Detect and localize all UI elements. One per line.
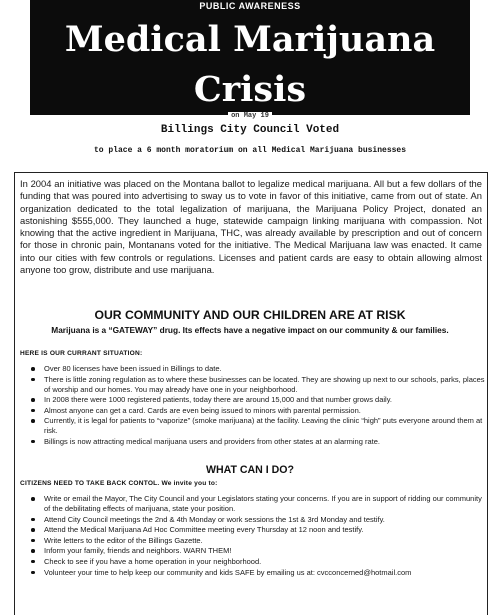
page-title-line-2: Crisis (193, 69, 307, 110)
list-item (20, 525, 486, 535)
list-item-text: Check to see if you have a home operation in your neighborhood. (44, 556, 262, 566)
list-item (20, 395, 486, 405)
page-title-line-1: Medical Marijuana (64, 19, 436, 60)
list-item (20, 568, 486, 578)
list-item-text: Almost anyone can get a card. Cards are even being issued to minors with parental permission. (44, 405, 361, 415)
list-item-text: Currently, it is legal for patients to “vaporize” (smoke marijuana) at the facility. Leaving the clinic “high” puts everyone around them at risk. (44, 416, 483, 436)
bullet-icon (31, 497, 35, 501)
bullet-icon (31, 367, 35, 371)
headline: Billings City Council Voted (160, 124, 340, 136)
title-banner (30, 0, 470, 115)
list-item-text: There is little zoning regulation as to where these businesses can be located. They are showing up next to our schools, parks, places of worship and our homes. You may already have one in your neighborhood. (44, 374, 485, 394)
list-item (20, 494, 486, 514)
bullet-icon (31, 528, 35, 532)
citizens-heading: CITIZENS NEED TO TAKE BACK CONTOL. We invite you to: (20, 480, 218, 487)
list-item (20, 406, 486, 416)
bullet-icon (31, 398, 35, 402)
citizens-list (20, 494, 486, 578)
list-item (20, 364, 486, 374)
list-item-text: Inform your family, friends and neighbors. WARN THEM! (44, 546, 232, 556)
public-awareness-label: PUBLIC AWARENESS (199, 1, 301, 11)
bullet-icon (31, 440, 35, 444)
bullet-icon (31, 539, 35, 543)
list-item-text: Billings is now attracting medical marijuana users and providers from other states at an alarming rate. (44, 436, 380, 446)
intro-paragraph: In 2004 an initiative was placed on the Montana ballot to legalize medical marijuana. All but a few dollars of the funding that was poured into advertising to sway us to vote in favor of this initiative, came from out of state. An organization dedicated to the total legalization of marijuana, the Marijuana Policy Project, donated an astonishing $555,000. They launched a huge, statewide campaign linking marijuana with compassion. Not knowing that the active ingredient in Marijuana, THC, was already available by prescription and out of concern for those in chronic pain, Montanans voted for the initiative. The Medical Marijuana law was enacted. It came into our cities with few controls or regulations. Licenses and patient cards are easy to obtain allowing almost anyone too grow, distribute and use marijuana. (20, 178, 482, 276)
list-item (20, 437, 486, 447)
bullet-icon (31, 419, 35, 423)
bullet-icon (31, 549, 35, 553)
at-risk-heading: OUR COMMUNITY AND OUR CHILDREN ARE AT RISK (94, 308, 406, 322)
bullet-icon (31, 571, 35, 575)
list-item (20, 536, 486, 546)
list-item (20, 515, 486, 525)
list-item-text: Write or email the Mayor, The City Council and your Legislators stating your concerns. If you are in support of ridding our community of the debilitating effects of marijuana, state your position. (44, 494, 482, 513)
what-can-i-do-heading: WHAT CAN I DO? (205, 464, 295, 476)
list-item-text: Over 80 licenses have been issued in Billings to date. (44, 364, 222, 373)
date-line: on May 19 (0, 112, 500, 120)
bullet-icon (31, 518, 35, 522)
list-item-text: Attend City Council meetings the 2nd & 4th Monday or work sessions the 1st & 3rd Monday and testify. (44, 514, 385, 524)
situation-list (20, 364, 486, 448)
list-item-text: Volunteer your time to help keep our community and kids SAFE by emailing us at: cvcconcerned@hotmail.com (44, 567, 412, 577)
bullet-icon (31, 560, 35, 564)
list-item-text: In 2008 there were 1000 registered patients, today there are around 15,000 and that number grows daily. (44, 395, 393, 405)
situation-heading: HERE IS OUR CURRANT SITUATION: (20, 350, 143, 357)
bullet-icon (31, 409, 35, 413)
subheadline: to place a 6 month moratorium on all Medical Marijuana businesses (93, 146, 407, 155)
gateway-statement: Marijuana is a “GATEWAY” drug. Its effects have a negative impact on our community & our families. (51, 325, 449, 335)
list-item-text: Attend the Medical Marijuana Ad Hoc Committee meeting every Thursday at 12 noon and testify. (44, 525, 364, 535)
list-item (20, 416, 486, 436)
list-item (20, 375, 486, 395)
bullet-icon (31, 378, 35, 382)
list-item (20, 557, 486, 567)
list-item (20, 546, 486, 556)
list-item-text: Write letters to the editor of the Billings Gazette. (44, 535, 203, 545)
